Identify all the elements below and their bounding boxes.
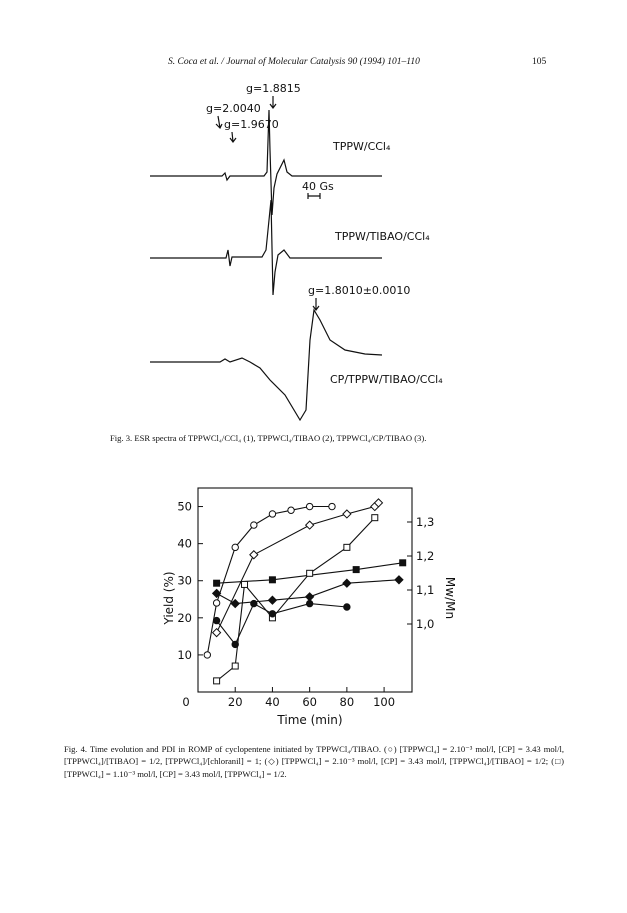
g-arrow-1 (270, 96, 276, 108)
data-point-circle-filled (269, 611, 275, 617)
scale-bar (308, 193, 320, 199)
data-point-diamond-open (250, 551, 258, 559)
x-axis-title: Time (min) (277, 713, 343, 727)
y-tick-label: 20 (177, 610, 192, 625)
data-point-square-open (307, 570, 313, 576)
data-point-square-open (242, 581, 248, 587)
x-tick-label: 0 (182, 695, 190, 709)
data-point-square-open (214, 678, 220, 684)
y2-tick-label: 1,2 (416, 549, 435, 563)
spectrum-3-label: CP/TPPW/TIBAO/CCl₄ (330, 373, 443, 386)
figure-4-caption: Fig. 4. Time evolution and PDI in ROMP of cyclopentene initiated by TPPWCl₄/TIBAO. (○) [TPPWCl₄] = 2.10⁻³ mol/l, [CP] = 3.43 mol/l, [TPPWCl₄]/[TIBAO] = 1/2, [TPPWCl₄]/[chloranil] = 1; (◇) [TPPWCl₄] = 2.10⁻³ mol/l, [CP] = 3.43 mol/l, [TPPWCl₄]/[TIBAO] = 1/2; (□) [TPPWCl₄] = 1.10⁻³ mol/l, [CP] = 3.43 mol/l, [TPPWCl₄] = 1/2. (64, 744, 564, 779)
page-number: 105 (532, 57, 547, 67)
y-ticks (177, 500, 203, 662)
y2-tick-label: 1,0 (416, 617, 435, 631)
data-point-circle-filled (306, 600, 312, 606)
data-point-circle-open (329, 503, 335, 509)
esr-spectrum-2 (150, 200, 382, 295)
data-point-circle-filled (232, 641, 238, 647)
spectrum-1-label: TPPW/CCl₄ (333, 140, 391, 153)
page-header (0, 57, 627, 71)
data-point-square-filled (353, 567, 359, 573)
g-value-label-2: g=2.0040 (206, 102, 261, 115)
y-axis-title: Yield (%) (162, 571, 176, 625)
g-arrow-3 (230, 132, 236, 142)
y2-tick-label: 1,3 (416, 515, 435, 529)
fit-curve (217, 604, 347, 645)
plot-frame (198, 488, 412, 692)
figure-3-caption: Fig. 3. ESR spectra of TPPWCl₄/CCl₄ (1), TPPWCl₄/TIBAO (2), TPPWCl₄/CP/TIBAO (3). (110, 433, 427, 443)
fit-curves (207, 503, 402, 681)
data-point-square-open (344, 544, 350, 550)
spectrum-2-label: TPPW/TIBAO/CCl₄ (335, 230, 430, 243)
x-tick-label: 80 (339, 695, 355, 709)
data-point-square-filled (269, 577, 275, 583)
g-value-label-4: g=1.8010±0.0010 (308, 284, 411, 297)
data-point-diamond-filled (306, 593, 314, 601)
g-arrow-2 (216, 116, 222, 128)
data-point-circle-open (213, 600, 219, 606)
x-tick-label: 20 (227, 695, 243, 709)
data-point-circle-open (251, 522, 257, 528)
data-point-circle-filled (213, 617, 219, 623)
y-tick-label: 30 (177, 573, 192, 588)
esr-spectrum-3 (150, 310, 382, 420)
data-point-square-open (232, 663, 238, 669)
y-tick-label: 50 (177, 499, 192, 514)
data-point-diamond-filled (343, 579, 351, 587)
g-value-label-3: g=1.9670 (224, 118, 279, 131)
running-head: S. Coca et al. / Journal of Molecular Catalysis 90 (1994) 101–110 (168, 57, 420, 67)
x-ticks (182, 687, 395, 709)
data-point-diamond-open (343, 510, 351, 518)
data-point-circle-filled (344, 604, 350, 610)
figure-3-esr-spectra (150, 80, 450, 430)
data-point-circle-open (288, 507, 294, 513)
data-point-circle-open (269, 511, 275, 517)
x-tick-label: 100 (373, 695, 396, 709)
y2-tick-label: 1,1 (416, 583, 435, 597)
y-tick-label: 10 (177, 647, 192, 662)
data-point-circle-open (232, 544, 238, 550)
data-point-circle-open (204, 652, 210, 658)
y-tick-label: 40 (177, 536, 192, 551)
data-point-diamond-filled (395, 576, 403, 584)
x-tick-label: 40 (265, 695, 280, 709)
g-arrow-4 (313, 298, 319, 310)
data-point-diamond-filled (268, 596, 276, 604)
data-point-square-filled (214, 580, 220, 586)
data-point-circle-open (306, 503, 312, 509)
y2-axis-title: Mw/Mn (443, 576, 457, 620)
g-value-label-1: g=1.8815 (246, 82, 301, 95)
data-point-circle-filled (251, 600, 257, 606)
data-point-diamond-open (306, 521, 314, 529)
scale-label: 40 Gs (302, 180, 334, 193)
x-tick-label: 60 (302, 695, 317, 709)
data-points (204, 499, 406, 684)
data-point-square-filled (400, 560, 406, 566)
y2-ticks (407, 515, 434, 631)
data-point-square-open (372, 515, 378, 521)
figure-4-chart (160, 480, 460, 730)
fit-curve (217, 518, 375, 681)
data-point-diamond-open (213, 629, 221, 637)
yield-pdi-chart (160, 480, 460, 730)
